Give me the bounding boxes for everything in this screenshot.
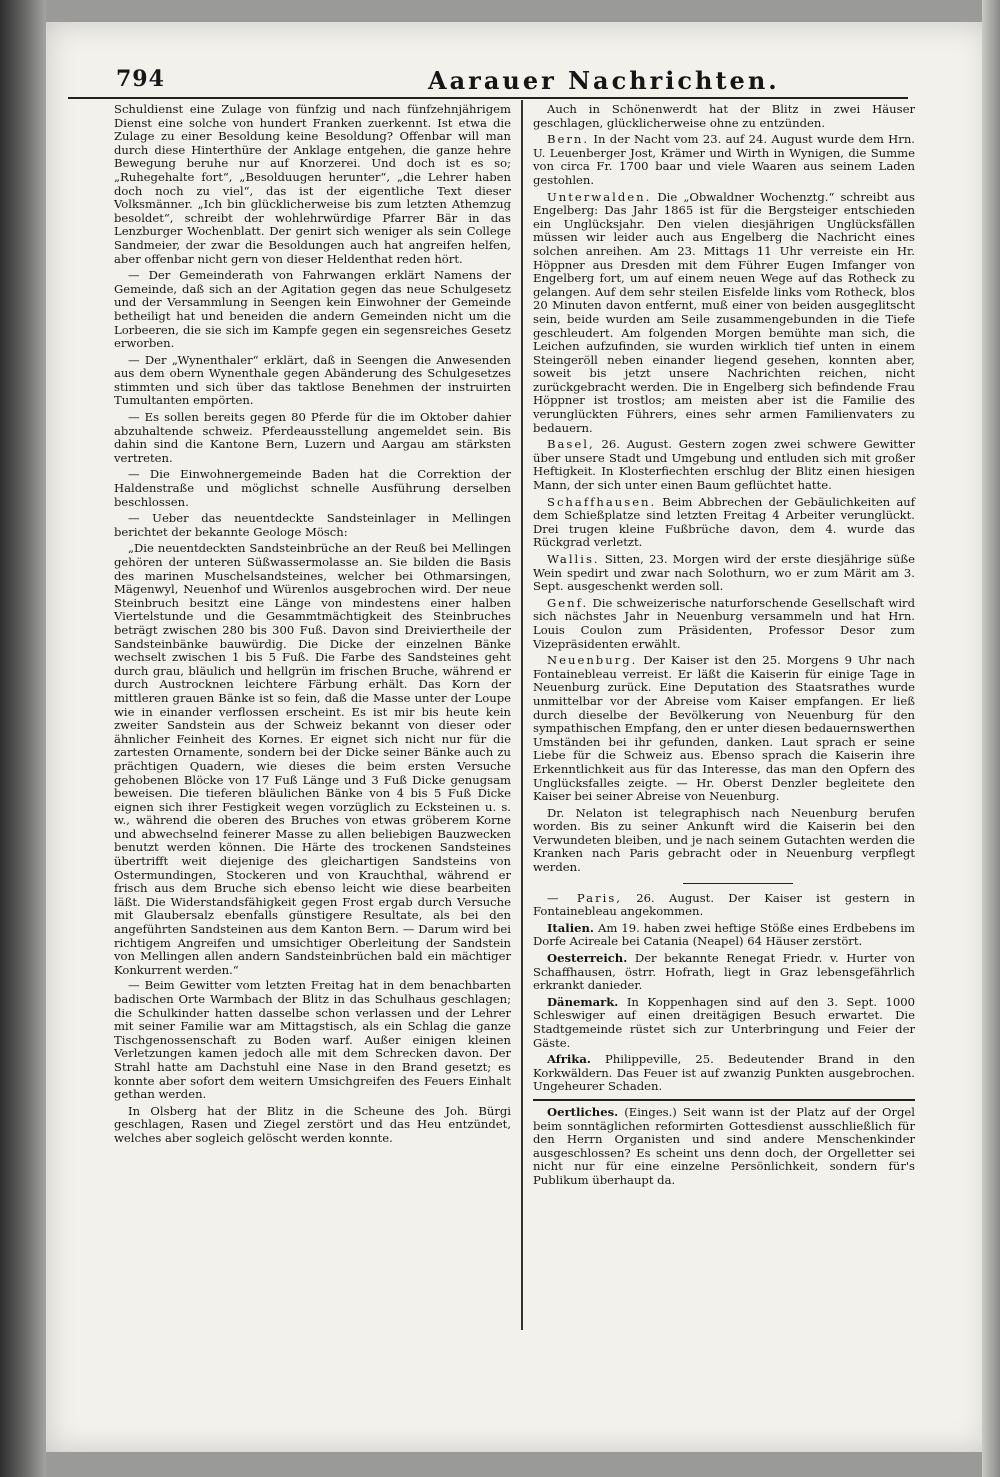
article-paragraph xyxy=(533,952,915,993)
left-column xyxy=(114,103,511,1149)
article-paragraph xyxy=(533,553,915,594)
article-paragraph xyxy=(533,496,915,550)
article-paragraph xyxy=(533,892,915,919)
article-dateline: Afrika. xyxy=(547,1052,591,1067)
article-dateline: Genf. xyxy=(547,595,589,610)
page-number: 794 xyxy=(116,66,165,92)
page-header xyxy=(68,60,948,96)
article-text: Am 19. haben zwei heftige Stöße eines Erdbebens im Dorfe Acireale bei Catania (Neapel) 64 Häuser zerstört. xyxy=(533,920,915,949)
header-rule xyxy=(68,97,908,99)
section-separator xyxy=(533,1099,915,1101)
article-paragraph xyxy=(114,354,511,408)
article-text: — Beim Gewitter vom letzten Freitag hat in dem benachbarten badischen Orte Warmbach der Blitz in das Schulhaus geschlagen; die Schulkinder hatten dasselbe schon verlassen und der Lehrer mit seiner Familie war am Mittagstisch, als ein Schlag die ganze Tischgenossenschaft zu Boden warf. Außer einigen kleinen Verletzungen kamen jedoch alle mit dem Schrecken davon. Der Strahl hatte am Dachstuhl eine Nase in den Brand gesetzt; es konnte aber sofort dem weitern Umsichgreifen des Feuers Einhalt gethan werden. xyxy=(114,978,511,1102)
article-dateline: Bern. xyxy=(547,132,590,147)
article-text: — Der „Wynenthaler“ erklärt, daß in Seengen die Anwesenden aus dem obern Wynenthale gegen Abänderung des Schulgesetzes stimmten und sich über das taktlose Benehmen der instruirten Tumultanten empörten. xyxy=(114,352,511,408)
article-paragraph xyxy=(533,191,915,436)
article-text: In Olsberg hat der Blitz in die Scheune des Joh. Bürgi geschlagen, Rasen und Ziegel zerstört und das Heu entzündet, welches aber sogleich gelöscht werden konnte. xyxy=(114,1103,511,1145)
article-paragraph xyxy=(533,807,915,875)
article-text: 26. August. Der Kaiser ist gestern in Fontainebleau angekommen. xyxy=(533,890,916,919)
article-dateline: Italien. xyxy=(547,920,594,935)
article-dateline: Dänemark. xyxy=(547,994,619,1009)
article-text: — Es sollen bereits gegen 80 Pferde für die im Oktober dahier abzuhaltende schweiz. Pferdeausstellung angemeldet sein. Bis dahin sind die Kantone Bern, Luzern und Aargau am stärksten vertreten. xyxy=(114,410,511,465)
article-text: Sitten, 23. Morgen wird der erste diesjährige süße Wein spedirt und zwar nach Solothurn, wo er zum Märit am 3. Sept. ausgeschenkt werden soll. xyxy=(533,552,915,594)
article-text: 26. August. Gestern zogen zwei schwere Gewitter über unsere Stadt und Umgebung und entluden sich mit großer Heftigkeit. In Klosterfiechten erschlug der Blitz einen hiesigen Mann, der sich unter einen Baum geflüchtet hatte. xyxy=(533,437,915,493)
article-text: — Der Gemeinderath von Fahrwangen erklärt Namens der Gemeinde, daß sich an der Agitation gegen das neue Schulgesetz und der Versammlung in Seengen kein Einwohner der Gemeinde betheiligt hat und beneiden die andern Gemeinden nicht um die Lorbeeren, die sie sich im Kampfe gegen ein segensreiches Gesetz erworben. xyxy=(114,268,511,351)
article-dateline: Wallis. xyxy=(547,552,600,566)
article-paragraph xyxy=(533,597,915,651)
article-paragraph xyxy=(533,1053,915,1094)
column-divider xyxy=(521,100,523,1330)
article-text: — Die Einwohnergemeinde Baden hat die Correktion der Haldenstraße und möglichst schnelle Ausführung derselben beschlossen. xyxy=(114,467,511,509)
article-paragraph xyxy=(533,438,915,492)
article-text: In der Nacht vom 23. auf 24. August wurde dem Hrn. U. Leuenberger Jost, Krämer und Wirth in Wynigen, die Summe von circa Fr. 1700 baar und viele Waaren aus seinem Laden gestohlen. xyxy=(533,132,915,187)
article-text: Philippeville, 25. Bedeutender Brand in den Korkwäldern. Das Feuer ist auf zwanzig Punkten ausgebrochen. Ungeheurer Schaden. xyxy=(533,1052,915,1094)
article-text: Auch in Schönenwerdt hat der Blitz in zwei Häuser geschlagen, glücklicherweise ohne zu entzünden. xyxy=(533,102,915,130)
article-paragraph xyxy=(533,103,915,130)
article-text: — Ueber das neuentdeckte Sandsteinlager in Mellingen berichtet der bekannte Geologe Mösch: xyxy=(114,511,511,539)
article-paragraph xyxy=(114,1105,511,1146)
article-dateline: Unterwalden. xyxy=(547,189,652,204)
right-column xyxy=(533,103,915,1191)
article-paragraph xyxy=(114,512,511,539)
article-text: Die „Obwaldner Wochenztg.“ schreibt aus Engelberg: Das Jahr 1865 ist für die Bergsteiger entschieden ein Unglücksjahr. Den vielen diesjährigen Unglücksfällen müssen wir leider auch aus Engelberg die Nachricht eines solchen anreihen. Am 23. Mittags 11 Uhr verreiste ein Hr. Höppner aus Dresden mit dem Führer Eugen Imfanger von Engelberg fort, um auf einem neuen Wege auf das Rotheck zu gelangen. Auf dem sehr steilen Eisfelde links vom Rotheck, blos 20 Minuten davon entfernt, muß einer von beiden ausgeglitscht sein, beide wurden am Seile zusammengebunden in die Tiefe geschleudert. Am folgenden Morgen bemühte man sich, die Leichen aufzufinden, sie wurden wirklich tief unten in einem Steingeröll neben einander liegend gesehen, konnten aber, soweit bis jetzt unsere Nachrichten reichen, nicht zurückgebracht werden. Die in Engelberg sich befindende Frau Höppner ist trostlos; am meisten aber ist die Familie des verunglückten Führers, eines sehr armen Familienvaters zu bedauern. xyxy=(533,189,915,435)
article-text: In Koppenhagen sind auf den 3. Sept. 1000 Schleswiger auf einen dreitägigen Besuch erwartet. Die Stadtgemeinde rüstet sich zur Unterbringung und Feier der Gäste. xyxy=(533,994,915,1050)
article-paragraph xyxy=(533,922,915,949)
section-separator xyxy=(683,883,793,884)
article-paragraph xyxy=(533,133,915,187)
article-paragraph xyxy=(533,654,915,804)
article-text: Der bekannte Renegat Friedr. v. Hurter von Schaffhausen, östrr. Hofrath, liegt in Graz lebensgefährlich erkrankt danieder. xyxy=(533,951,915,993)
article-text: (Einges.) Seit wann ist der Platz auf der Orgel beim sonntäglichen reformirten Gottesdienst ausschließlich für den Herrn Organisten und sind andere Menschenkinder ausgeschlossen? Es scheint uns denn doch, der Orgelletter sei nicht nur für eine einzelne Persönlichkeit, sondern für's Publikum überhaupt da. xyxy=(533,1104,915,1187)
article-text: Schuldienst eine Zulage von fünfzig und nach fünfzehnjährigem Dienst eine solche von hundert Franken zuerkennt. Ist etwa die Zulage zu einer Besoldung keine Besoldung? Offenbar will man durch diese Hinterthüre der Anklage entgehen, die ganze hehre Bewegung beruhe nur auf Knorzerei. Und doch ist es so; „Ruhegehalte fort“, „Besolduugen herunter“, „die Lehrer haben doch noch zu viel“, das ist der eigentliche Text dieser Volksmänner. „Ich bin glücklicherweise bis zum letzten Athemzug besoldet“, schreibt der wohlehrwürdige Pfarrer Bär in das Lenzburger Wochenblatt. Der genirt sich weniger als sein College Sandmeier, der zwar die Besoldungen auch hat angreifen helfen, aber offenbar nicht gern von dieser Heldenthat reden hört. xyxy=(114,102,511,266)
book-spine-shadow xyxy=(0,0,46,1477)
article-text: „Die neuentdeckten Sandsteinbrüche an der Reuß bei Mellingen gehören der unteren Süßwassermolasse an. Sie bilden die Basis des marinen Muschelsandsteines, welcher bei Othmarsingen, Mägenwyl, Neuenhof und Würenlos ausgebrochen wird. Der neue Steinbruch besitzt eine Länge von mindestens einer halben Viertelstunde und die Gesammtmächtigkeit des Steinbruches beträgt zwischen 280 bis 300 Fuß. Davon sind Dreiviertheile der Sandsteinbänke bauwürdig. Die Dicke der einzelnen Bänke wechselt zwischen 1 bis 5 Fuß. Die Farbe des Sandsteines geht durch grau, bläulich und hellgrün im frischen Bruche, während er durch Austrocknen leichtere Färbung erhält. Das Korn der mittleren grauen Bänke ist so fein, daß die Masse unter der Loupe wie in einander verflossen erscheint. Es ist mir bis heute kein zweiter Sandstein aus der Schweiz bekannt von dieser oder ähnlicher Feinheit des Kornes. Er eignet sich nicht nur für die zartesten Ornamente, sondern bei der Dicke seiner Bänke auch zu prächtigen Quadern, wie dieses die beim ersten Versuche gehobenen Blöcke von 17 Fuß Länge und 3 Fuß Dicke genugsam beweisen. Die tieferen bläulichen Bänke von 4 bis 5 Fuß Dicke eignen sich ihrer Festigkeit wegen vorzüglich zu Ecksteinen u. s. w., während die oberen des Bruches von etwas gröberem Korne und abwechselnd feinerer Masse zu allen beliebigen Bauzwecken benutzt werden können. Die Härte des trockenen Sandsteines übertrifft weit diejenige des gleichartigen Sandsteins von Ostermundingen, Stockeren und von Krauchthal, während er frisch aus dem Bruche sich ebenso leicht wie diese bearbeiten läßt. Die Widerstandsfähigkeit gegen Frost ergab durch Versuche mit Glaubersalz ebenfalls günstigere Resultate, als bei den angeführten Sandsteinen aus dem Kanton Bern. — Darum wird bei richtigem Angreifen und umsichtiger Oberleitung der Sandstein von Mellingen allen andern Sandsteinbrüchen bald ein mächtiger Konkurrent werden.“ xyxy=(114,541,511,977)
article-paragraph xyxy=(533,996,915,1050)
article-dateline: — Paris, xyxy=(547,890,622,905)
article-text: Der Kaiser ist den 25. Morgens 9 Uhr nach Fontainebleau verreist. Er läßt die Kaiserin für einige Tage in Neuenburg zurück. Eine Deputation des Staatsrathes wurde unmittelbar vor der Abreise vom Kaiser empfangen. Er ließ durch dieselbe der Bevölkerung von Neuenburg für den sympathischen Empfang, den er unter diesen bedauernswerthen Umständen bei ihr gefunden, danken. Laut sprach er seine Liebe für die Schweiz aus. Ebenso sprach die Kaiserin ihre Erkenntlichkeit aus für das Interesse, das man den Opfern des Unglücksfalles zeigte. — Hr. Oberst Denzler begleitete den Kaiser bei seiner Abreise von Neuenburg. xyxy=(533,653,915,804)
article-paragraph xyxy=(533,1106,915,1188)
article-dateline: Oesterreich. xyxy=(547,951,628,966)
article-dateline: Schaffhausen. xyxy=(547,494,657,509)
article-paragraph xyxy=(114,269,511,351)
article-paragraph xyxy=(114,103,511,266)
adjacent-page-edge xyxy=(982,0,1000,1477)
article-paragraph xyxy=(114,411,511,465)
article-dateline: Oertliches. xyxy=(547,1104,619,1119)
article-text: Die schweizerische naturforschende Gesellschaft wird sich nächstes Jahr in Neuenburg versammeln und hat Hrn. Louis Coulon zum Präsidenten, Professor Desor zum Vizepräsidenten erwählt. xyxy=(533,595,915,651)
article-paragraph xyxy=(114,542,511,977)
article-dateline: Neuenburg. xyxy=(547,653,638,668)
article-text: Beim Abbrechen der Gebäulichkeiten auf dem Schießplatze sind letzten Freitag 4 Arbeiter verunglückt. Drei trugen kleine Fußbrüche davon, dem 4. wurde das Rückgrad verletzt. xyxy=(533,494,915,550)
masthead-title: Aarauer Nachrichten. xyxy=(428,66,780,95)
article-text: Dr. Nelaton ist telegraphisch nach Neuenburg berufen worden. Bis zu seiner Ankunft wird die Kaiserin bei den Verwundeten bleiben, und je nach seinem Gutachten werden die Kranken nach Paris gebracht oder in Neuenburg verpflegt werden. xyxy=(533,805,915,875)
article-paragraph xyxy=(114,979,511,1101)
article-dateline: Basel, xyxy=(547,437,595,452)
article-paragraph xyxy=(114,468,511,509)
